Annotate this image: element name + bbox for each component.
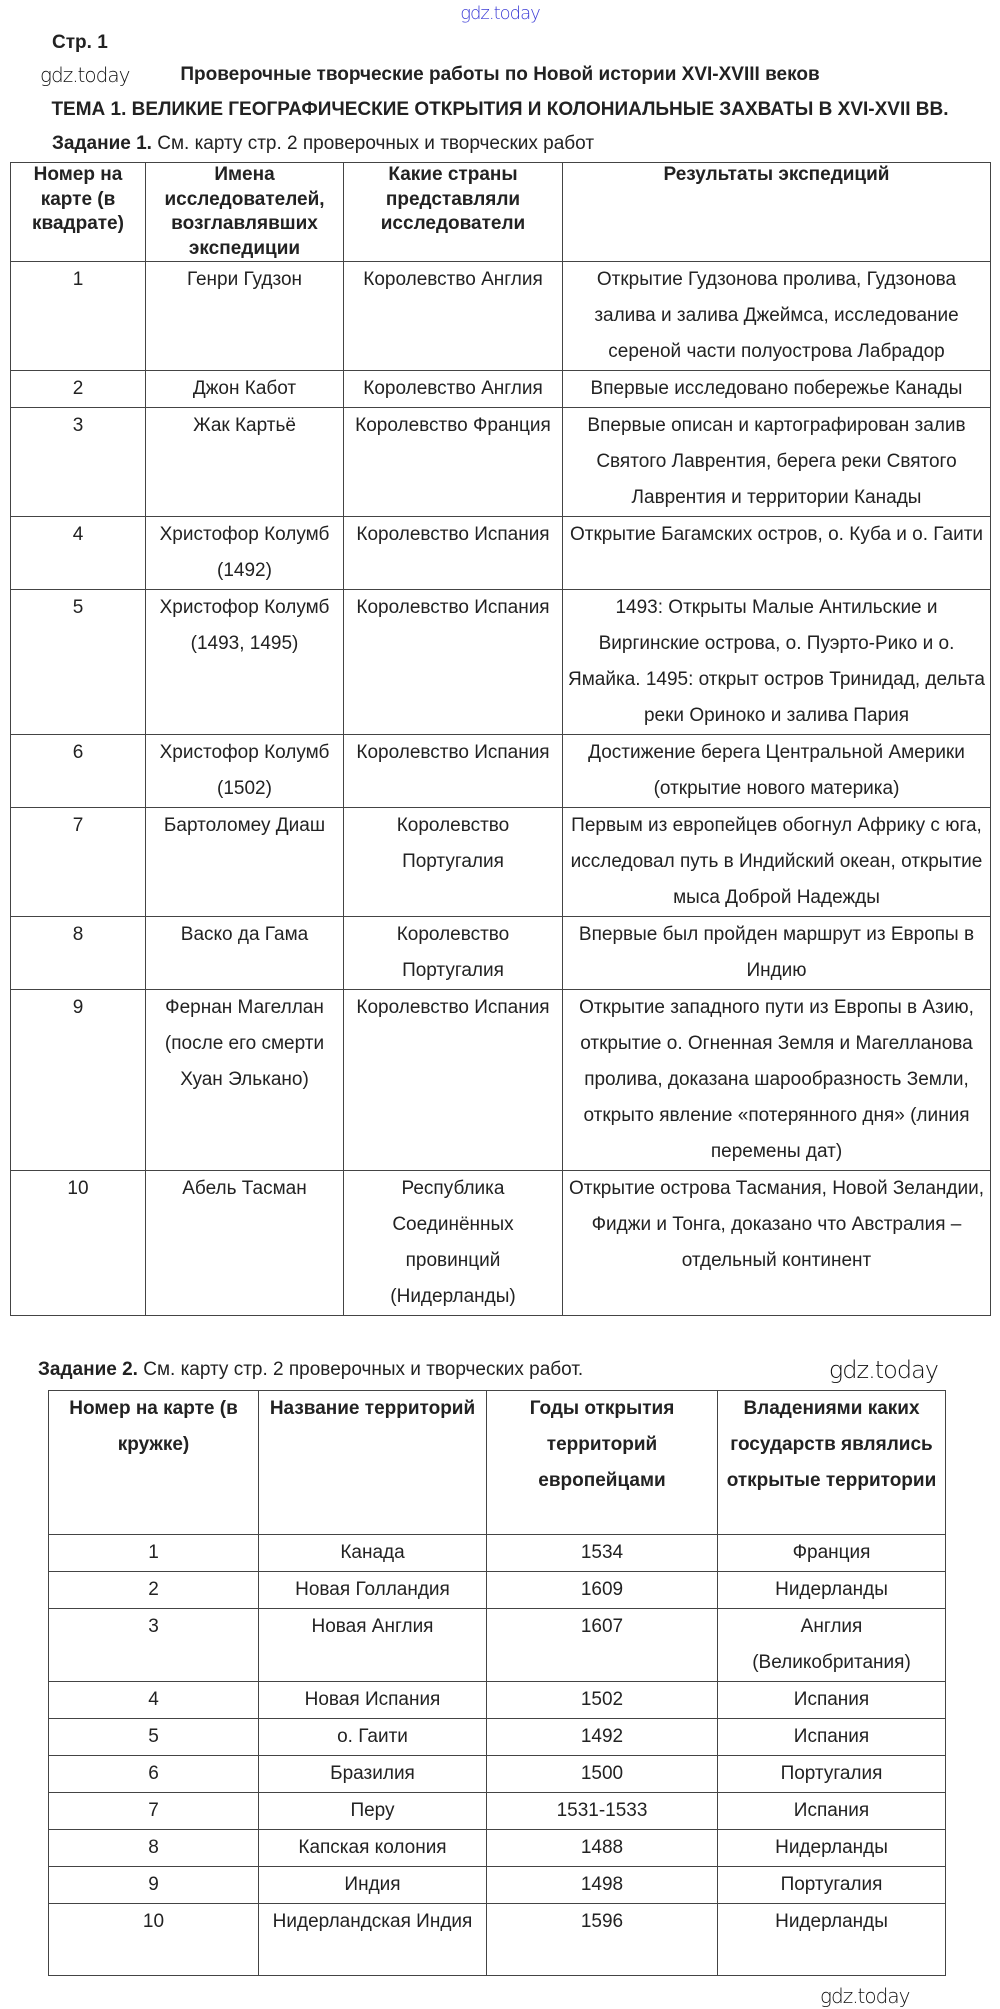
table-cell: 1502 bbox=[487, 1682, 718, 1719]
table-cell: Королевство Англия bbox=[344, 262, 563, 371]
table-cell: Капская колония bbox=[259, 1830, 487, 1867]
page-label: Стр. 1 bbox=[52, 32, 108, 53]
table-cell: 1498 bbox=[487, 1867, 718, 1904]
table-cell: Англия (Великобритания) bbox=[718, 1609, 946, 1682]
table-cell: 6 bbox=[49, 1756, 259, 1793]
table-cell: Впервые исследовано побережье Канады bbox=[563, 371, 991, 408]
table-cell: Королевство Испания bbox=[344, 990, 563, 1171]
table-cell: Королевство Португалия bbox=[344, 808, 563, 917]
doc-title: Проверочные творческие работы по Новой истории XVI-XVIII веков bbox=[180, 64, 820, 85]
table-cell: Открытие острова Тасмания, Новой Зеландии, Фиджи и Тонга, доказано что Австралия – отдельный континент bbox=[563, 1171, 991, 1316]
table-cell: 7 bbox=[49, 1793, 259, 1830]
task1-text: См. карту стр. 2 проверочных и творческих работ bbox=[151, 133, 595, 154]
table-cell: Генри Гудзон bbox=[146, 262, 344, 371]
watermark: gdz.today bbox=[828, 1356, 938, 1384]
table-cell: Новая Испания bbox=[259, 1682, 487, 1719]
task1-label: Задание 1. bbox=[52, 133, 152, 154]
table-cell: Бразилия bbox=[259, 1756, 487, 1793]
table-cell: Христофор Колумб (1502) bbox=[146, 735, 344, 808]
table-row bbox=[49, 1719, 946, 1756]
table-cell: Канада bbox=[259, 1535, 487, 1572]
table-cell: Королевство Франция bbox=[344, 408, 563, 517]
table-cell: Христофор Колумб (1493, 1495) bbox=[146, 590, 344, 735]
column-header: Годы открытия территорий европейцами bbox=[487, 1391, 718, 1535]
table-row bbox=[11, 917, 991, 990]
table-cell: Открытие Гудзонова пролива, Гудзонова залива и залива Джеймса, исследование сереной части полуострова Лабрадор bbox=[563, 262, 991, 371]
table-cell: Королевство Португалия bbox=[344, 917, 563, 990]
title-row bbox=[40, 60, 960, 90]
table-row bbox=[49, 1535, 946, 1572]
column-header: Результаты экспедиций bbox=[563, 163, 991, 262]
table-cell: Королевство Испания bbox=[344, 735, 563, 808]
column-header: Владениями каких государств являлись открытые территории bbox=[718, 1391, 946, 1535]
table-row bbox=[11, 1171, 991, 1316]
task2-text: См. карту стр. 2 проверочных и творческих работ. bbox=[137, 1359, 584, 1380]
table-cell: Жак Картьё bbox=[146, 408, 344, 517]
table-cell: Нидерланды bbox=[718, 1572, 946, 1609]
table-cell: Королевство Испания bbox=[344, 517, 563, 590]
column-header: Номер на карте (в квадрате) bbox=[11, 163, 146, 262]
table-cell: Впервые был пройден маршрут из Европы в Индию bbox=[563, 917, 991, 990]
table-row bbox=[49, 1756, 946, 1793]
table-cell: Христофор Колумб (1492) bbox=[146, 517, 344, 590]
task2-table bbox=[48, 1390, 946, 1976]
table-row bbox=[49, 1609, 946, 1682]
table-cell: Нидерландская Индия bbox=[259, 1904, 487, 1976]
table-cell: о. Гаити bbox=[259, 1719, 487, 1756]
topic-heading: ТЕМА 1. ВЕЛИКИЕ ГЕОГРАФИЧЕСКИЕ ОТКРЫТИЯ И КОЛОНИАЛЬНЫЕ ЗАХВАТЫ В XVI-XVII ВВ. bbox=[51, 99, 949, 120]
table-cell: 3 bbox=[49, 1609, 259, 1682]
table-cell: 1492 bbox=[487, 1719, 718, 1756]
table-row bbox=[11, 517, 991, 590]
header-row bbox=[11, 163, 991, 262]
table-row bbox=[11, 735, 991, 808]
table-cell: 9 bbox=[49, 1867, 259, 1904]
table-cell: 1500 bbox=[487, 1756, 718, 1793]
table-row bbox=[11, 408, 991, 517]
table-cell: 1488 bbox=[487, 1830, 718, 1867]
watermark: gdz.today bbox=[460, 3, 540, 24]
header-row bbox=[49, 1391, 946, 1535]
table-cell: Перу bbox=[259, 1793, 487, 1830]
table-cell: 8 bbox=[49, 1830, 259, 1867]
table-cell: Новая Голландия bbox=[259, 1572, 487, 1609]
table-row bbox=[11, 262, 991, 371]
table-cell: Нидерланды bbox=[718, 1904, 946, 1976]
table-cell: 1 bbox=[49, 1535, 259, 1572]
table-row bbox=[49, 1904, 946, 1976]
task1-table bbox=[10, 162, 991, 1316]
table-cell: 10 bbox=[11, 1171, 146, 1316]
table-cell: 7 bbox=[11, 808, 146, 917]
table-cell: 9 bbox=[11, 990, 146, 1171]
table-row bbox=[11, 808, 991, 917]
table-cell: Фернан Магеллан (после его смерти Хуан Элькано) bbox=[146, 990, 344, 1171]
table-cell: 5 bbox=[11, 590, 146, 735]
task2-heading bbox=[38, 1356, 583, 1384]
task2-label: Задание 2. bbox=[38, 1359, 138, 1380]
table-cell: Королевство Англия bbox=[344, 371, 563, 408]
table-cell: 1609 bbox=[487, 1572, 718, 1609]
task2-heading-row bbox=[38, 1356, 938, 1384]
watermark: gdz.today bbox=[40, 63, 130, 87]
column-header: Имена исследователей, возглавлявших экспедиции bbox=[146, 163, 344, 262]
table-cell: 1493: Открыты Малые Антильские и Виргинские острова, о. Пуэрто-Рико и о. Ямайка. 1495: открыт остров Тринидад, дельта реки Ориноко и залива Пария bbox=[563, 590, 991, 735]
table-cell: Нидерланды bbox=[718, 1830, 946, 1867]
table-row bbox=[11, 590, 991, 735]
table-cell: 4 bbox=[11, 517, 146, 590]
table-cell: 1596 bbox=[487, 1904, 718, 1976]
table-cell: 2 bbox=[49, 1572, 259, 1609]
column-header: Номер на карте (в кружке) bbox=[49, 1391, 259, 1535]
table-row bbox=[49, 1830, 946, 1867]
table-row bbox=[11, 371, 991, 408]
column-header: Какие страны представляли исследователи bbox=[344, 163, 563, 262]
table-cell: Бартоломеу Диаш bbox=[146, 808, 344, 917]
table-cell: 3 bbox=[11, 408, 146, 517]
table-cell: Португалия bbox=[718, 1867, 946, 1904]
table-row bbox=[49, 1572, 946, 1609]
table-cell: Васко да Гама bbox=[146, 917, 344, 990]
table-cell: Достижение берега Центральной Америки (открытие нового материка) bbox=[563, 735, 991, 808]
table-cell: 2 bbox=[11, 371, 146, 408]
table-row bbox=[49, 1682, 946, 1719]
watermark: gdz.today bbox=[820, 1984, 910, 2008]
table-cell: Джон Кабот bbox=[146, 371, 344, 408]
table-row bbox=[49, 1793, 946, 1830]
table-cell: Впервые описан и картографирован залив Святого Лаврентия, берега реки Святого Лаврентия и территории Канады bbox=[563, 408, 991, 517]
table-cell: Первым из европейцев обогнул Африку с юга, исследовал путь в Индийский океан, открытие мыса Доброй Надежды bbox=[563, 808, 991, 917]
table-cell: Португалия bbox=[718, 1756, 946, 1793]
table-cell: 1 bbox=[11, 262, 146, 371]
table-cell: 4 bbox=[49, 1682, 259, 1719]
task1-heading bbox=[52, 130, 1000, 158]
column-header: Название территорий bbox=[259, 1391, 487, 1535]
table-cell: Испания bbox=[718, 1793, 946, 1830]
table-cell: Индия bbox=[259, 1867, 487, 1904]
table-cell: 6 bbox=[11, 735, 146, 808]
table-cell: 1531-1533 bbox=[487, 1793, 718, 1830]
table-cell: Открытие Багамских остров, о. Куба и о. Гаити bbox=[563, 517, 991, 590]
table-cell: 10 bbox=[49, 1904, 259, 1976]
table-cell: Королевство Испания bbox=[344, 590, 563, 735]
table-row bbox=[49, 1867, 946, 1904]
table-cell: Испания bbox=[718, 1682, 946, 1719]
table-cell: Испания bbox=[718, 1719, 946, 1756]
table-row bbox=[11, 990, 991, 1171]
table-cell: Новая Англия bbox=[259, 1609, 487, 1682]
table-cell: 1607 bbox=[487, 1609, 718, 1682]
table-cell: 5 bbox=[49, 1719, 259, 1756]
table-cell: Республика Соединённых провинций (Нидерланды) bbox=[344, 1171, 563, 1316]
table-cell: 8 bbox=[11, 917, 146, 990]
table-cell: Открытие западного пути из Европы в Азию, открытие о. Огненная Земля и Магелланова пролива, доказана шарообразность Земли, открыто явление «потерянного дня» (линия перемены дат) bbox=[563, 990, 991, 1171]
table-cell: Франция bbox=[718, 1535, 946, 1572]
table-cell: 1534 bbox=[487, 1535, 718, 1572]
table-cell: Абель Тасман bbox=[146, 1171, 344, 1316]
